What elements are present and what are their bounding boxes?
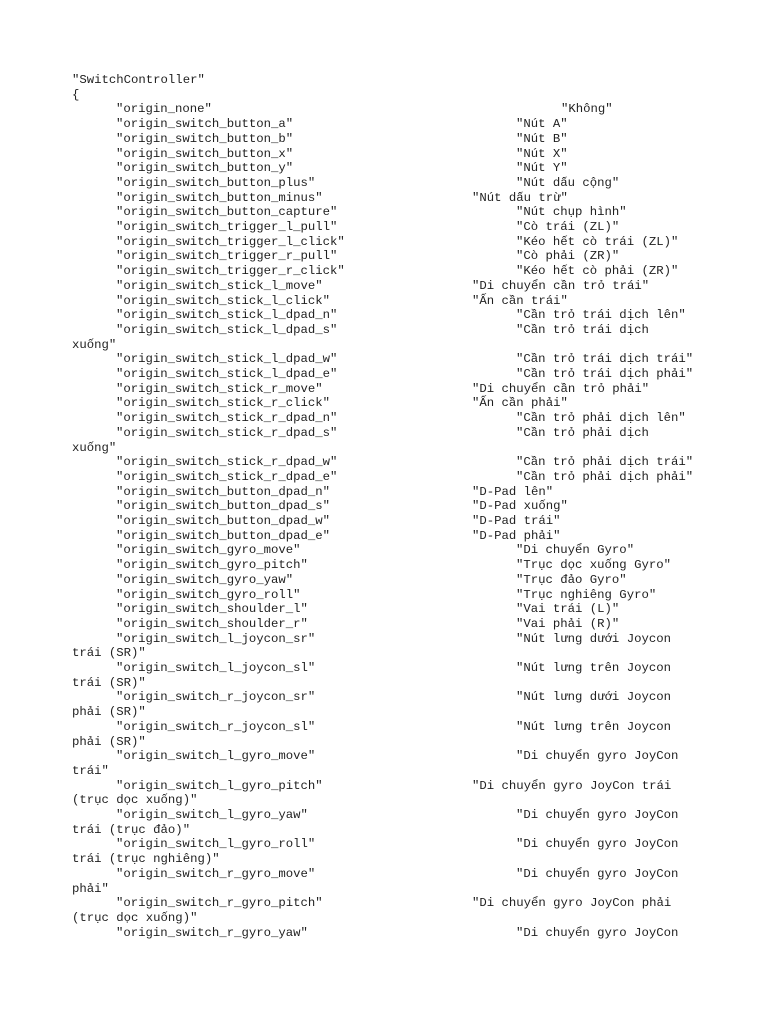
entry-value: "Nút lưng dưới Joycon bbox=[516, 631, 671, 646]
entry-value: "Di chuyển Gyro" bbox=[516, 543, 635, 558]
entry-key: "origin_switch_button_dpad_s" bbox=[116, 499, 331, 514]
entry-value-continuation: trái (trục nghiêng)" bbox=[72, 852, 220, 867]
entry-value-continuation: trái" bbox=[72, 763, 109, 778]
entry-value: "Di chuyển gyro JoyCon trái bbox=[472, 778, 672, 793]
entry-key: "origin_switch_gyro_move" bbox=[116, 543, 301, 558]
entry-value: "Vai phải (R)" bbox=[516, 616, 620, 631]
entry-value: "Ấn cần phải" bbox=[472, 396, 568, 411]
entry-value: "Cần trỏ phải dịch lên" bbox=[516, 411, 686, 426]
entry-value: "Nút X" bbox=[516, 146, 568, 161]
entry-value: "Nút lưng trên Joycon bbox=[516, 661, 671, 675]
entry-key: "origin_switch_l_gyro_roll" bbox=[116, 837, 316, 852]
entry-key: "origin_switch_button_x" bbox=[116, 146, 294, 161]
entry-key: "origin_switch_button_b" bbox=[116, 131, 294, 146]
entry-value-continuation: trái (SR)" bbox=[72, 646, 146, 661]
entry-value: "Nút A" bbox=[516, 117, 568, 132]
entry-key: "origin_none" bbox=[116, 102, 212, 117]
entry-key: "origin_switch_gyro_yaw" bbox=[116, 572, 294, 587]
entry-value: "Di chuyển gyro JoyCon bbox=[516, 749, 679, 764]
entry-key: "origin_switch_stick_r_move" bbox=[116, 381, 323, 396]
entry-value: "Di chuyển cần trỏ phải" bbox=[472, 381, 650, 396]
entry-key: "origin_switch_l_gyro_pitch" bbox=[116, 778, 323, 793]
entry-value: "Cần trỏ phải dịch phải" bbox=[516, 469, 694, 484]
entry-value: "Di chuyển gyro JoyCon bbox=[516, 925, 679, 940]
entry-key: "origin_switch_l_joycon_sl" bbox=[116, 661, 316, 675]
entry-key: "origin_switch_shoulder_r" bbox=[116, 616, 308, 631]
entry-value: "Nút chụp hình" bbox=[516, 205, 627, 220]
entry-key: "origin_switch_trigger_l_pull" bbox=[116, 220, 338, 234]
entry-value: "Cần trỏ phải dịch trái" bbox=[516, 455, 694, 470]
entry-value: "Trục nghiêng Gyro" bbox=[516, 587, 657, 602]
entry-value: "Trục đảo Gyro" bbox=[516, 572, 627, 587]
entry-value-continuation: phải (SR)" bbox=[72, 734, 146, 749]
entry-key: "origin_switch_button_y" bbox=[116, 161, 294, 176]
entry-key: "origin_switch_button_a" bbox=[116, 117, 294, 132]
entry-key: "origin_switch_l_gyro_yaw" bbox=[116, 808, 308, 822]
entry-value: "Di chuyển gyro JoyCon phải bbox=[472, 896, 672, 911]
entry-value: "Di chuyển gyro JoyCon bbox=[516, 866, 679, 881]
entry-value-continuation: phải" bbox=[72, 881, 109, 896]
entry-key: "origin_switch_button_minus" bbox=[116, 190, 323, 205]
entry-key: "origin_switch_l_joycon_sr" bbox=[116, 631, 316, 646]
entry-value-continuation: trái (trục đảo)" bbox=[72, 822, 191, 837]
entry-value: "Cò trái (ZL)" bbox=[516, 220, 620, 234]
entry-value: "Di chuyển gyro JoyCon bbox=[516, 808, 679, 822]
entry-key: "origin_switch_gyro_roll" bbox=[116, 587, 301, 602]
entry-key: "origin_switch_button_dpad_e" bbox=[116, 528, 331, 543]
entry-key: "origin_switch_gyro_pitch" bbox=[116, 558, 308, 573]
entry-key: "origin_switch_button_capture" bbox=[116, 205, 338, 220]
entry-key: "origin_switch_r_gyro_move" bbox=[116, 866, 316, 881]
entry-value: "Cần trỏ trái dịch lên" bbox=[516, 308, 686, 323]
entry-value: "D-Pad phải" bbox=[472, 528, 561, 543]
entry-value: "Không" bbox=[561, 102, 613, 117]
entry-key: "origin_switch_stick_r_dpad_n" bbox=[116, 411, 338, 426]
entry-value: "D-Pad trái" bbox=[472, 514, 561, 528]
open-brace: { bbox=[72, 87, 80, 102]
entry-value: "Cần trỏ trái dịch phải" bbox=[516, 367, 694, 381]
entry-key: "origin_switch_stick_l_dpad_s" bbox=[116, 322, 338, 337]
entry-key: "origin_switch_shoulder_l" bbox=[116, 602, 308, 617]
entry-value: "Nút lưng trên Joycon bbox=[516, 719, 671, 734]
entry-value: "Di chuyển cần trỏ trái" bbox=[472, 278, 650, 293]
entry-key: "origin_switch_r_gyro_yaw" bbox=[116, 925, 308, 940]
entry-key: "origin_switch_trigger_r_click" bbox=[116, 264, 345, 279]
entry-value: "Cần trỏ trái dịch bbox=[516, 322, 649, 337]
entry-key: "origin_switch_stick_r_dpad_w" bbox=[116, 455, 338, 470]
entry-value: "Trục dọc xuống Gyro" bbox=[516, 558, 671, 573]
entry-value: "Nút lưng dưới Joycon bbox=[516, 690, 671, 705]
entry-key: "origin_switch_r_gyro_pitch" bbox=[116, 896, 323, 911]
entry-value: "Cần trỏ trái dịch trái" bbox=[516, 352, 694, 367]
entry-key: "origin_switch_button_dpad_w" bbox=[116, 514, 331, 528]
entry-value-continuation: phải (SR)" bbox=[72, 705, 146, 720]
entry-key: "origin_switch_r_joycon_sr" bbox=[116, 690, 316, 705]
entry-value: "Cần trỏ phải dịch bbox=[516, 425, 649, 440]
entry-value: "D-Pad lên" bbox=[472, 484, 554, 499]
entry-key: "origin_switch_trigger_l_click" bbox=[116, 234, 345, 249]
entry-value: "Nút Y" bbox=[516, 161, 568, 176]
entry-key: "origin_switch_stick_l_dpad_w" bbox=[116, 352, 338, 367]
entry-value-continuation: trái (SR)" bbox=[72, 675, 146, 690]
entry-key: "origin_switch_stick_l_dpad_e" bbox=[116, 367, 338, 381]
entry-value: "Kéo hết cò phải (ZR)" bbox=[516, 264, 679, 279]
entry-key: "origin_switch_stick_r_dpad_s" bbox=[116, 425, 338, 440]
entry-value: "Kéo hết cò trái (ZL)" bbox=[516, 234, 679, 249]
entry-key: "origin_switch_stick_r_dpad_e" bbox=[116, 469, 338, 484]
entry-value-continuation: (trục dọc xuống)" bbox=[72, 910, 198, 925]
entry-value-continuation: (trục dọc xuống)" bbox=[72, 793, 198, 808]
entry-value: "Nút dấu cộng" bbox=[516, 175, 620, 190]
entry-key: "origin_switch_stick_r_click" bbox=[116, 396, 331, 411]
entry-key: "origin_switch_button_dpad_n" bbox=[116, 484, 331, 499]
entry-key: "origin_switch_l_gyro_move" bbox=[116, 749, 316, 764]
entry-value: "Ấn cần trái" bbox=[472, 293, 568, 308]
entry-key: "origin_switch_stick_l_click" bbox=[116, 293, 331, 308]
section-header: "SwitchController" bbox=[72, 73, 205, 87]
entry-value: "Cò phải (ZR)" bbox=[516, 249, 620, 264]
entry-value: "Di chuyển gyro JoyCon bbox=[516, 837, 679, 852]
entry-key: "origin_switch_stick_l_dpad_n" bbox=[116, 308, 338, 323]
entry-value-continuation: xuống" bbox=[72, 440, 117, 455]
entry-key: "origin_switch_r_joycon_sl" bbox=[116, 719, 316, 734]
entry-key: "origin_switch_stick_l_move" bbox=[116, 278, 323, 293]
entry-value: "Vai trái (L)" bbox=[516, 602, 620, 617]
entry-value: "D-Pad xuống" bbox=[472, 499, 568, 514]
entry-value: "Nút B" bbox=[516, 131, 568, 146]
entry-key: "origin_switch_button_plus" bbox=[116, 175, 316, 190]
entry-value-continuation: xuống" bbox=[72, 337, 117, 352]
entry-value: "Nút dấu trừ" bbox=[472, 190, 568, 205]
entry-key: "origin_switch_trigger_r_pull" bbox=[116, 249, 338, 264]
